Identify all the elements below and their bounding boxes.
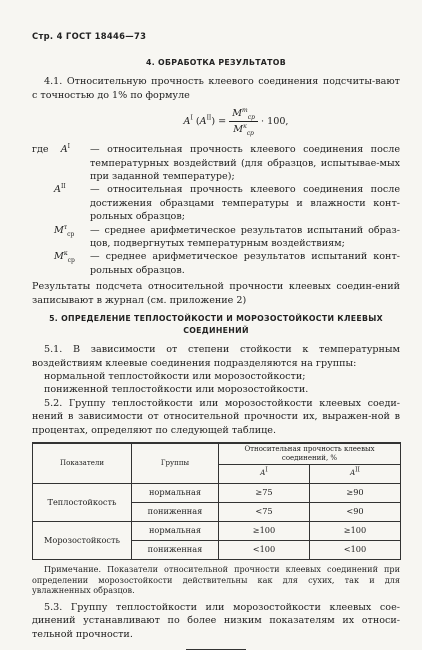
- definition-item: $A^{II}$ — относительная прочность клеевого соединения после достижения образцами температуры и влажности конт-рольных образцов;: [54, 183, 400, 223]
- paragraph-results: Результаты подсчета относительной прочности клеевых соедин-ений записывают в журнал (см. приложение 2): [32, 281, 400, 306]
- table-header-indicators: Показатели: [33, 443, 132, 484]
- formula-lhs-alt: A: [199, 116, 207, 128]
- formula-fraction: $\frac{M^т_{ср}}{M^к_{ср}}$: [229, 107, 258, 136]
- table-row: пониженная <100 <100: [33, 540, 401, 559]
- formula: $A^I$ $(A^{II})$ = $\frac{M^т_{ср}}{M^к_{ср}}$ · 100,: [183, 107, 289, 137]
- table-row: Теплостойкость нормальная ≥75 ≥90: [33, 483, 401, 502]
- strength-table: [32, 442, 401, 560]
- group-reduced: пониженной теплостойкости или морозостойкости.: [44, 384, 309, 396]
- paragraph-5-2: 5.2. Группу теплостойкости или морозостойкости клеевых соеди-нений в зависимости от относительной прочности их, выражен-ной в процентах, определяют по следующей таблице.: [32, 397, 400, 436]
- table-header-a1: $A^I$: [219, 464, 310, 483]
- table-header-strength: Относительная прочность клеевых соединений, %: [219, 443, 401, 465]
- paragraph-5-1: 5.1. В зависимости от степени стойкости к температурным воздействиям клеевые соединения подразделяются на группы:: [32, 344, 400, 369]
- table-header-groups: Группы: [132, 443, 219, 484]
- definition-item: $M^т_{ср}$ — среднее арифметическое результатов испытаний образ-цов, подвергнутых температурным воздействиям;: [54, 223, 400, 250]
- group-normal: нормальной теплостойкости или морозостойкости;: [44, 370, 306, 382]
- table-header-a2: $A^{II}$: [309, 464, 400, 483]
- definition-item: $M^к_{ср}$ — среднее арифметическое результатов испытаний конт-рольных образцов.: [54, 250, 400, 276]
- formula-multiplier: · 100,: [261, 116, 289, 128]
- definitions-list: [32, 143, 400, 277]
- table-note: Примечание. Показатели относительной прочности клеевых соединений при определении морозостойкости действительны как для сухих, так и для увлажненных образцов.: [32, 563, 400, 596]
- paragraph-4-1: 4.1. Относительную прочность клеевого соединения подсчиты-вают с точностью до 1% по формуле: [32, 76, 400, 101]
- paragraph-5-3: 5.3. Группу теплостойкости или морозостойкости клеевых сое-динений устанавливают по более низким показателям их относи-тельной прочности.: [32, 601, 400, 640]
- section-5-title: 5. ОПРЕДЕЛЕНИЕ ТЕПЛОСТОЙКОСТИ И МОРОЗОСТОЙКОСТИ КЛЕЕВЫХ СОЕДИНЕНИЙ: [49, 314, 383, 336]
- formula-equals: =: [218, 116, 227, 128]
- table-row: Морозостойкость нормальная ≥100 ≥100: [33, 521, 401, 540]
- section-4-title: 4. ОБРАБОТКА РЕЗУЛЬТАТОВ: [146, 58, 286, 68]
- page-header: Стр. 4 ГОСТ 18446—73: [32, 31, 147, 41]
- formula-lhs: A: [183, 116, 191, 128]
- definition-item: где $A^I$ — относительная прочность клеевого соединения после температурных воздействий (для образцов, испытывае-мых при заданной температуре);: [32, 143, 400, 183]
- table-row: пониженная <75 <90: [33, 502, 401, 521]
